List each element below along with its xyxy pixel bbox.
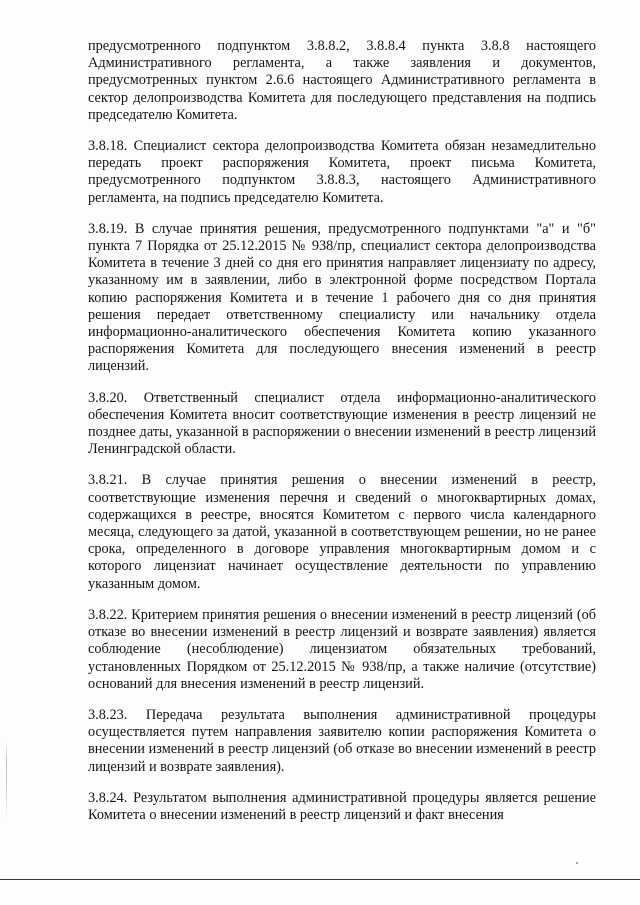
paragraph-3-8-22: 3.8.22. Критерием принятия решения о внесении изменений в реестр лицензий (об отказе во внесении изменений в реестр лицензий и возврате заявления) является соблюдение (несоблюдение) лицензиатом обязательных требований, установленных Порядком от 25.12.2015 № 938/пр, а также наличие (отсутствие) оснований для внесения изменений в реестр лицензий. xyxy=(88,606,596,692)
paragraph-3-8-21: 3.8.21. В случае принятия решения о внесении изменений в реестр, соответствующие изменения перечня и сведений о многоквартирных домах, содержащихся в реестре, вносятся Комитетом с первого числа календарного месяца, следующего за датой, указанной в соответствующем решении, но не ранее срока, определенного в договоре управления многоквартирным домом и с которого лицензиат начинает осуществление деятельности по управлению указанным домом. xyxy=(88,472,596,592)
paragraph-3-8-20: 3.8.20. Ответственный специалист отдела информационно-аналитического обеспечения Комитета вносит соответствующие изменения в реестр лицензий не позднее даты, указанной в распоряжении о внесении изменений в реестр лицензий Ленинградской области. xyxy=(88,389,596,458)
paragraph-continuation: предусмотренного подпунктом 3.8.8.2, 3.8.8.4 пункта 3.8.8 настоящего Административного регламента, а также заявления и документов, предусмотренных пунктом 2.6.6 настоящего Административного регламента в сектор делопроизводства Комитета для последующего представления на подпись председателю Комитета. xyxy=(88,38,596,123)
scan-margin-artifact xyxy=(6,740,7,820)
scan-bottom-edge-line xyxy=(0,879,640,880)
document-body xyxy=(88,38,596,838)
paragraph-3-8-18: 3.8.18. Специалист сектора делопроизводства Комитета обязан незамедлительно передать проект распоряжения Комитета, проект письма Комитета, предусмотренного подпунктом 3.8.8.3, настоящего Административного регламента, на подпись председателю Комитета. xyxy=(88,138,596,206)
paragraph-3-8-23: 3.8.23. Передача результата выполнения административной процедуры осуществляется путем направления заявителю копии распоряжения Комитета о внесении изменений в реестр лицензий (об отказе во внесении изменений в реестр лицензий и возврате заявления). xyxy=(88,706,596,775)
scan-speck xyxy=(576,862,578,864)
paragraph-3-8-19: 3.8.19. В случае принятия решения, предусмотренного подпунктами "а" и "б" пункта 7 Порядка от 25.12.2015 № 938/пр, специалист сектора делопроизводства Комитета в течение 3 дней со дня его принятия направляет лицензиату по адресу, указанному им в заявлении, либо в электронной форме посредством Портала копию распоряжения Комитета и в течение 1 рабочего дня со дня принятия решения передает ответственному специалисту или начальнику отдела информационно-аналитического обеспечения Комитета копию указанного распоряжения Комитета для последующего внесения изменений в реестр лицензий. xyxy=(88,220,596,375)
paragraph-3-8-24: 3.8.24. Результатом выполнения административной процедуры является решение Комитета о внесении изменений в реестр лицензий и факт внесения xyxy=(88,789,596,823)
